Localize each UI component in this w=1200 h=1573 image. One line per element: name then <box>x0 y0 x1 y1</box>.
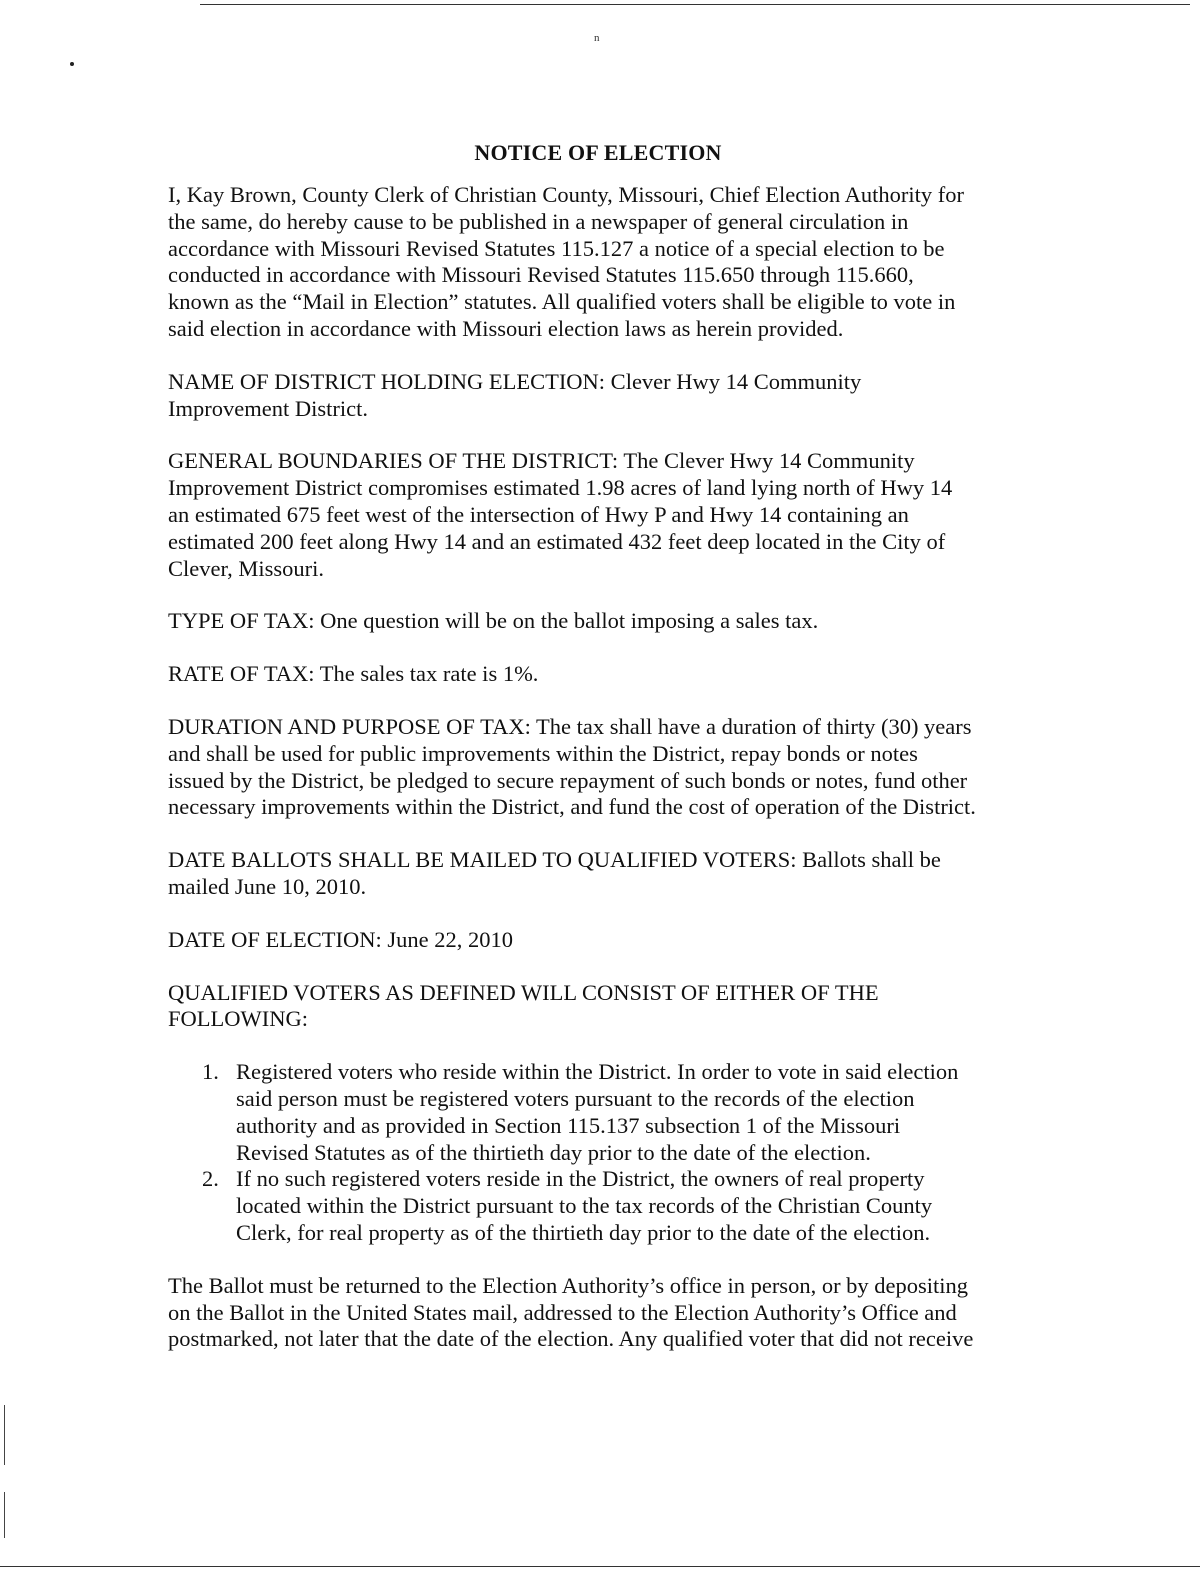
boundaries-paragraph: GENERAL BOUNDARIES OF THE DISTRICT: The Clever Hwy 14 Community Improvement District compromises estimated 1.98 acres of land lying north of Hwy 14 an estimated 675 feet west of the intersection of Hwy P and Hwy 14 containing an estimated 200 feet along Hwy 14 and an estimated 432 feet deep located in the City of Clever, Missouri. <box>168 448 953 581</box>
tax-type-paragraph: TYPE OF TAX: One question will be on the ballot imposing a sales tax. <box>168 608 819 634</box>
scan-border-top <box>200 4 1190 5</box>
document-page <box>168 140 1028 1379</box>
ballot-return-paragraph: The Ballot must be returned to the Election Authority’s office in person, or by depositing on the Ballot in the United States mail, addressed to the Election Authority’s Office and postmarked, not later that the date of the election. Any qualified voter that did not receive <box>168 1272 974 1352</box>
list-item <box>168 1059 1028 1166</box>
list-item-text: Registered voters who reside within the District. In order to vote in said election said person must be registered voters pursuant to the records of the election authority and as provided in Section 115.137 subsection 1 of the Missouri Revised Statutes as of the thirtieth day prior to the date of the election. <box>236 1059 959 1165</box>
scan-speck <box>70 62 74 66</box>
tax-duration-paragraph: DURATION AND PURPOSE OF TAX: The tax shall have a duration of thirty (30) years and shall be used for public improvements within the District, repay bonds or notes issued by the District, be pledged to secure repayment of such bonds or notes, fund other necessary improvements within the District, and fund the cost of operation of the District. <box>168 713 976 820</box>
mail-date-paragraph: DATE BALLOTS SHALL BE MAILED TO QUALIFIED VOTERS: Ballots shall be mailed June 10, 2010. <box>168 847 941 899</box>
document-title: NOTICE OF ELECTION <box>474 140 722 165</box>
list-item <box>168 1166 1028 1246</box>
page-mark: n <box>594 32 600 44</box>
tax-rate-paragraph: RATE OF TAX: The sales tax rate is 1%. <box>168 661 539 687</box>
list-item-number: 1. <box>202 1059 219 1085</box>
qualified-voters-list <box>168 1059 1028 1247</box>
intro-paragraph: I, Kay Brown, County Clerk of Christian County, Missouri, Chief Election Authority for the same, do hereby cause to be published in a newspaper of general circulation in accordance with Missouri Revised Statutes 115.127 a notice of a special election to be conducted in accordance with Missouri Revised Statutes 115.650 through 115.660, known as the “Mail in Election” statutes. All qualified voters shall be eligible to vote in said election in accordance with Missouri election laws as herein provided. <box>168 182 964 341</box>
district-name-paragraph: NAME OF DISTRICT HOLDING ELECTION: Clever Hwy 14 Community Improvement District. <box>168 368 862 421</box>
qualified-voters-heading: QUALIFIED VOTERS AS DEFINED WILL CONSIST OF EITHER OF THE FOLLOWING: <box>168 979 879 1032</box>
list-item-number: 2. <box>202 1166 219 1192</box>
list-item-text: If no such registered voters reside in the District, the owners of real property located within the District pursuant to the tax records of the Christian County Clerk, for real property as of the thirtieth day prior to the date of the election. <box>236 1166 933 1245</box>
scan-border-bottom <box>0 1566 1200 1567</box>
scan-margin-mark <box>4 1405 5 1465</box>
election-date-paragraph: DATE OF ELECTION: June 22, 2010 <box>168 926 513 952</box>
scan-margin-mark <box>4 1492 5 1538</box>
